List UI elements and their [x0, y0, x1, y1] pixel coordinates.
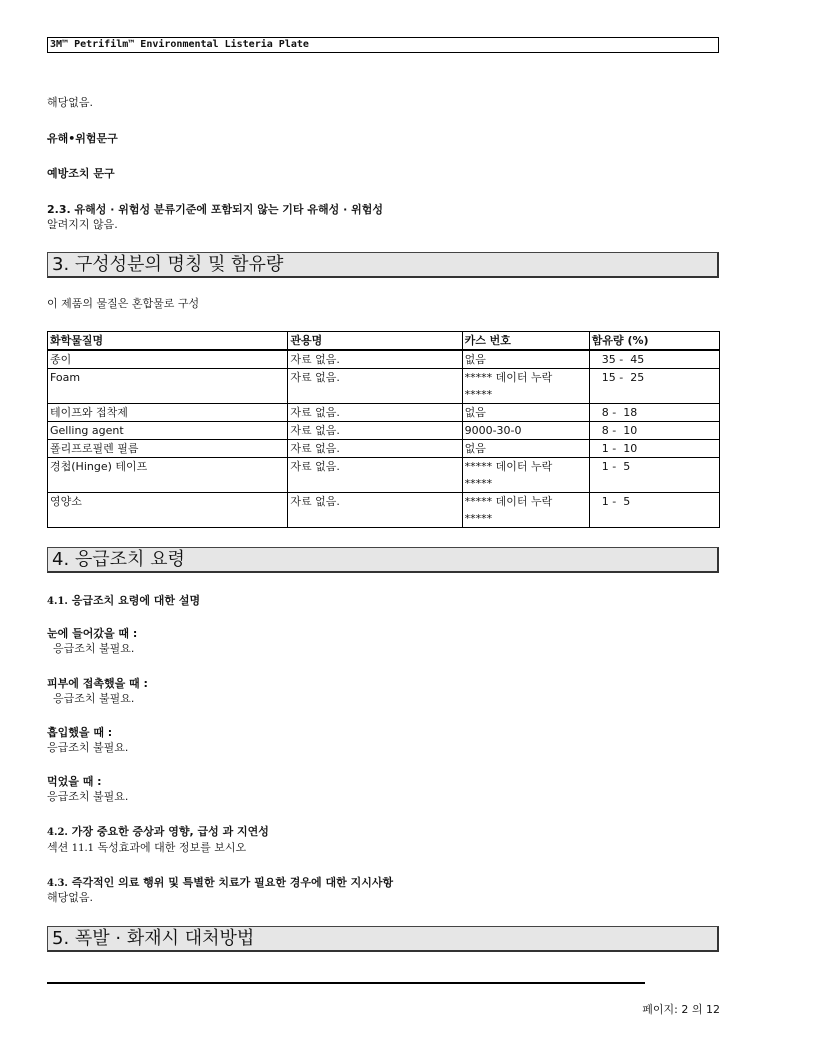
common-name: 자료 없음. — [288, 404, 462, 422]
chemical-name: 경첩(Hinge) 테이프 — [48, 458, 288, 493]
subsection-title: 가장 중요한 증상과 영향, 급성 과 지연성 — [71, 825, 269, 838]
table-row — [48, 404, 720, 422]
subsection-4-3-text: 해당없음. — [47, 891, 94, 904]
ingestion-text: 응급조치 불필요. — [47, 790, 129, 803]
subsection-number: 4.3. — [47, 878, 68, 889]
document-header — [47, 37, 719, 53]
eye-contact-text: 응급조치 불필요. — [53, 642, 135, 655]
chemical-name: Foam — [48, 369, 288, 404]
cas-number-text: 없음 — [464, 353, 486, 366]
common-name: 자료 없음. — [288, 440, 462, 458]
skin-contact-label: 피부에 접촉했을 때 : — [47, 677, 148, 690]
common-name: 자료 없음. — [288, 493, 462, 528]
other-hazards-heading: 2.3. 유해성 · 위험성 분류기준에 포함되지 않는 기타 유해성 · 위험성 — [47, 203, 383, 216]
subsection-number: 4.1. — [47, 596, 68, 607]
common-name: 자료 없음. — [288, 350, 462, 369]
cas-number-text: 없음 — [464, 442, 486, 455]
cas-number — [462, 369, 589, 404]
cas-number — [462, 404, 589, 422]
common-name: 자료 없음. — [288, 458, 462, 493]
chemical-name: 테이프와 접착제 — [48, 404, 288, 422]
chemical-name: 영양소 — [48, 493, 288, 528]
cas-number-text-continued: ***** — [464, 388, 493, 401]
subsection-4-1-heading — [47, 594, 200, 609]
skin-contact-text: 응급조치 불필요. — [53, 692, 135, 705]
subsection-title: 즉각적인 의료 행위 및 특별한 치료가 필요한 경우에 대한 지시사항 — [71, 876, 394, 889]
cas-number — [462, 350, 589, 369]
cas-number — [462, 458, 589, 493]
table-row — [48, 369, 720, 404]
cas-number-text: ***** 데이터 누락 — [464, 460, 553, 473]
chemical-name: 종이 — [48, 350, 288, 369]
page-number: 페이지: 2 의 12 — [642, 1003, 720, 1016]
chemical-name: 폴리프로필렌 필름 — [48, 440, 288, 458]
content-percent: 15 - 25 — [589, 369, 719, 404]
section-5-heading — [47, 926, 719, 952]
column-header: 카스 번호 — [462, 332, 589, 351]
subsection-4-3-heading — [47, 876, 393, 891]
composition-table — [47, 331, 720, 528]
composition-description: 이 제품의 물질은 혼합물로 구성 — [47, 297, 200, 310]
content-percent: 35 - 45 — [589, 350, 719, 369]
not-applicable-text: 해당없음. — [47, 96, 94, 109]
cas-number — [462, 493, 589, 528]
inhalation-text: 응급조치 불필요. — [47, 741, 129, 754]
subsection-title: 응급조치 요령에 대한 설명 — [71, 594, 201, 607]
hazard-statement-label: 유해•위험문구 — [47, 132, 118, 145]
subsection-4-2-text — [47, 841, 246, 856]
common-name: 자료 없음. — [288, 422, 462, 440]
cas-number — [462, 440, 589, 458]
table-row — [48, 350, 720, 369]
subsection-4-2-heading — [47, 825, 269, 840]
column-header: 화학물질명 — [48, 332, 288, 351]
footer-divider — [47, 982, 645, 984]
section-3-heading — [47, 252, 719, 278]
cas-number-text-continued: ***** — [464, 477, 493, 490]
section-4-heading — [47, 547, 719, 573]
cas-number-text: ***** 데이터 누락 — [464, 495, 553, 508]
ingestion-label: 먹었을 때 : — [47, 775, 102, 788]
content-percent: 1 - 5 — [589, 458, 719, 493]
table-row — [48, 458, 720, 493]
section-reference-suffix: 독성효과에 대한 정보를 보시오 — [97, 841, 247, 854]
cas-number — [462, 422, 589, 440]
section-reference-number: 11.1 — [71, 843, 95, 854]
common-name: 자료 없음. — [288, 369, 462, 404]
inhalation-label: 흡입했을 때 : — [47, 726, 113, 739]
table-row — [48, 493, 720, 528]
subsection-number: 4.2. — [47, 827, 68, 838]
cas-number-text: 없음 — [464, 406, 486, 419]
document-title: 3M™ Petrifilm™ Environmental Listeria Plate — [50, 39, 309, 50]
column-header: 관용명 — [288, 332, 462, 351]
chemical-name: Gelling agent — [48, 422, 288, 440]
table-header-row — [48, 332, 720, 351]
section-5-title: 5. 폭발 · 화재시 대처방법 — [52, 928, 255, 949]
section-reference-prefix: 섹션 — [47, 841, 69, 854]
eye-contact-label: 눈에 들어갔을 때 : — [47, 627, 138, 640]
content-percent: 8 - 10 — [589, 422, 719, 440]
table-row — [48, 422, 720, 440]
section-4-title: 4. 응급조치 요령 — [52, 549, 185, 570]
other-hazards-text: 알려지지 않음. — [47, 218, 118, 231]
cas-number-text-continued: ***** — [464, 512, 493, 525]
content-percent: 1 - 5 — [589, 493, 719, 528]
cas-number-text: ***** 데이터 누락 — [464, 371, 553, 384]
section-3-title: 3. 구성성분의 명칭 및 함유량 — [52, 254, 284, 275]
content-percent: 8 - 18 — [589, 404, 719, 422]
table-row — [48, 440, 720, 458]
cas-number-text: 9000-30-0 — [464, 424, 522, 437]
precaution-label: 예방조치 문구 — [47, 167, 115, 180]
content-percent: 1 - 10 — [589, 440, 719, 458]
column-header: 함유량 (%) — [589, 332, 719, 351]
